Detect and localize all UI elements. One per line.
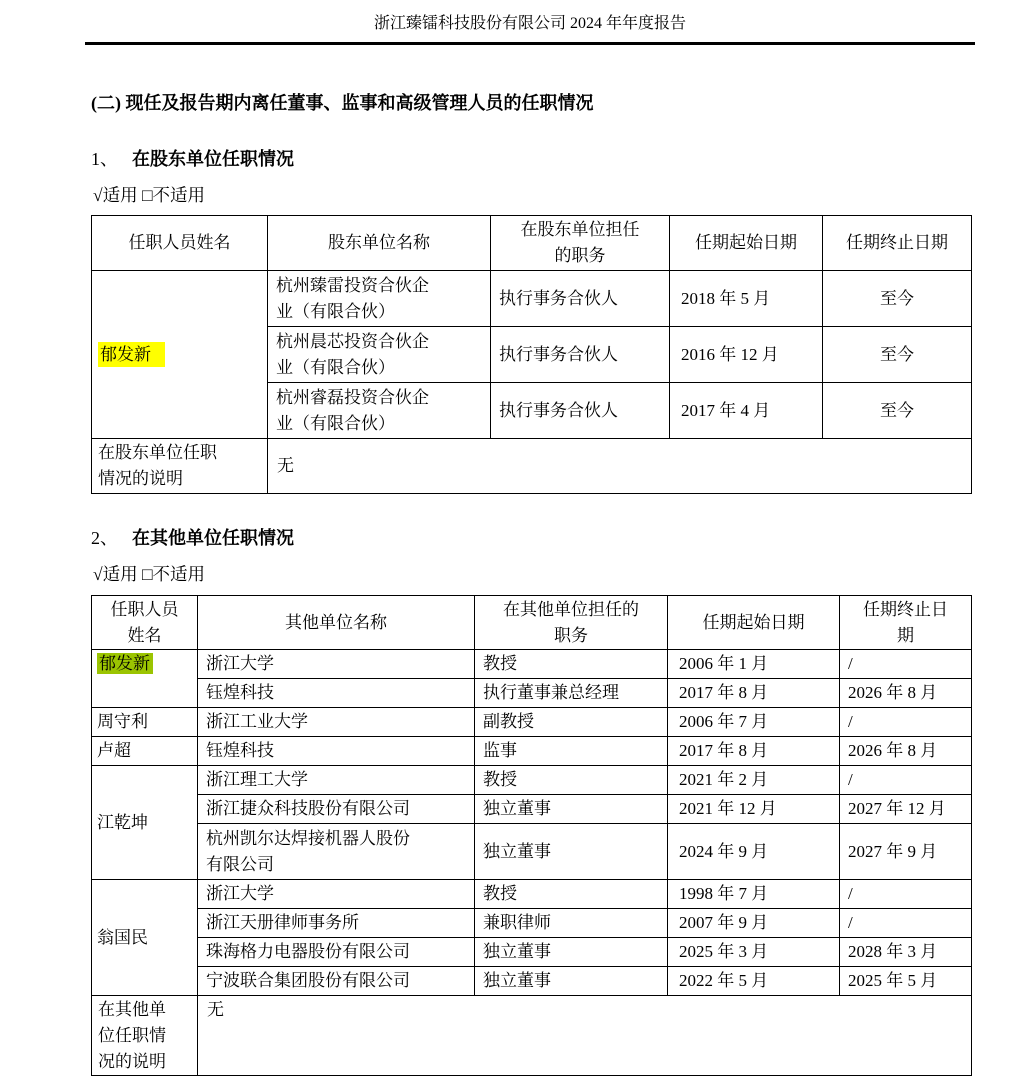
header-rule xyxy=(85,42,975,45)
table-row xyxy=(92,909,972,938)
cell-company: 浙江大学 xyxy=(198,880,475,909)
col-header-position: 在股东单位担任的职务 xyxy=(491,216,670,271)
cell-start-date: 2007 年 9 月 xyxy=(668,909,840,938)
cell-position: 执行事务合伙人 xyxy=(491,271,670,327)
subsection2-heading xyxy=(91,526,1033,550)
cell-position: 兼职律师 xyxy=(475,909,668,938)
cell-person-name: 翁国民 xyxy=(92,880,198,996)
subsection1-title: 在股东单位任职情况 xyxy=(132,149,294,169)
cell-position: 独立董事 xyxy=(475,824,668,880)
table-row xyxy=(92,766,972,795)
col-header-start-date: 任期起始日期 xyxy=(670,216,823,271)
cell-end-date: 2025 年 5 月 xyxy=(840,967,972,996)
cell-position: 执行事务合伙人 xyxy=(491,383,670,439)
cell-end-date: 至今 xyxy=(823,383,972,439)
cell-person-name: 江乾坤 xyxy=(92,766,198,880)
cell-company: 宁波联合集团股份有限公司 xyxy=(198,967,475,996)
table-row xyxy=(92,271,972,327)
cell-start-date: 2022 年 5 月 xyxy=(668,967,840,996)
col-header-company: 股东单位名称 xyxy=(268,216,491,271)
cell-start-date: 2017 年 8 月 xyxy=(668,737,840,766)
cell-person-name: 卢超 xyxy=(92,737,198,766)
col-header-person: 任职人员姓名 xyxy=(92,596,198,650)
cell-company: 珠海格力电器股份有限公司 xyxy=(198,938,475,967)
cell-position: 监事 xyxy=(475,737,668,766)
cell-company: 杭州睿磊投资合伙企业（有限合伙） xyxy=(268,383,491,439)
cell-start-date: 2021 年 12 月 xyxy=(668,795,840,824)
cell-start-date: 2016 年 12 月 xyxy=(670,327,823,383)
applicability-line-2: √适用 □不适用 xyxy=(93,564,206,584)
cell-company: 杭州晨芯投资合伙企业（有限合伙） xyxy=(268,327,491,383)
cell-end-date: 至今 xyxy=(823,271,972,327)
cell-end-date: 2026 年 8 月 xyxy=(840,737,972,766)
table-header-row xyxy=(92,216,972,271)
cell-company: 钰煌科技 xyxy=(198,737,475,766)
note-label: 在股东单位任职情况的说明 xyxy=(92,439,268,494)
cell-end-date: 至今 xyxy=(823,327,972,383)
shareholder-positions-table xyxy=(91,215,972,494)
cell-position: 独立董事 xyxy=(475,967,668,996)
cell-end-date: / xyxy=(840,650,972,679)
col-header-end-date: 任期终止日期 xyxy=(823,216,972,271)
cell-start-date: 2006 年 1 月 xyxy=(668,650,840,679)
note-value: 无 xyxy=(268,439,972,494)
note-label: 在其他单位任职情况的说明 xyxy=(92,996,198,1076)
cell-position: 独立董事 xyxy=(475,938,668,967)
table-row xyxy=(92,795,972,824)
table-note-row xyxy=(92,439,972,494)
cell-position: 执行事务合伙人 xyxy=(491,327,670,383)
cell-position: 教授 xyxy=(475,650,668,679)
other-positions-table xyxy=(91,595,972,1076)
cell-start-date: 2018 年 5 月 xyxy=(670,271,823,327)
table-row xyxy=(92,650,972,679)
table-header-row xyxy=(92,596,972,650)
cell-end-date: / xyxy=(840,708,972,737)
applicability-line-1: √适用 □不适用 xyxy=(93,185,206,205)
cell-company: 浙江工业大学 xyxy=(198,708,475,737)
cell-company: 浙江天册律师事务所 xyxy=(198,909,475,938)
cell-position: 执行董事兼总经理 xyxy=(475,679,668,708)
cell-person-name: 周守利 xyxy=(92,708,198,737)
cell-person-name xyxy=(92,650,198,708)
cell-person-name xyxy=(92,271,268,439)
col-header-start-date: 任期起始日期 xyxy=(668,596,840,650)
cell-end-date: / xyxy=(840,766,972,795)
table-row xyxy=(92,737,972,766)
cell-position: 教授 xyxy=(475,766,668,795)
cell-end-date: / xyxy=(840,880,972,909)
table-row xyxy=(92,880,972,909)
section-heading: (二) 现任及报告期内离任董事、监事和高级管理人员的任职情况 xyxy=(91,93,594,113)
subsection2-title: 在其他单位任职情况 xyxy=(132,528,294,548)
document-header-title: 浙江臻镭科技股份有限公司 2024 年年度报告 xyxy=(373,15,686,32)
col-header-position: 在其他单位担任的职务 xyxy=(475,596,668,650)
table-row xyxy=(92,708,972,737)
note-value: 无 xyxy=(198,996,972,1076)
col-header-person: 任职人员姓名 xyxy=(92,216,268,271)
cell-company: 浙江捷众科技股份有限公司 xyxy=(198,795,475,824)
cell-start-date: 2017 年 8 月 xyxy=(668,679,840,708)
cell-end-date: 2026 年 8 月 xyxy=(840,679,972,708)
cell-company: 钰煌科技 xyxy=(198,679,475,708)
table-row xyxy=(92,679,972,708)
cell-company: 浙江理工大学 xyxy=(198,766,475,795)
cell-end-date: 2028 年 3 月 xyxy=(840,938,972,967)
subsection1-heading xyxy=(91,147,1033,171)
col-header-end-date: 任期终止日期 xyxy=(840,596,972,650)
subsection2-number: 2、 xyxy=(91,528,118,548)
cell-end-date: 2027 年 9 月 xyxy=(840,824,972,880)
table-note-row xyxy=(92,996,972,1076)
cell-position: 独立董事 xyxy=(475,795,668,824)
cell-company: 杭州臻雷投资合伙企业（有限合伙） xyxy=(268,271,491,327)
cell-start-date: 2006 年 7 月 xyxy=(668,708,840,737)
cell-start-date: 2021 年 2 月 xyxy=(668,766,840,795)
table-row xyxy=(92,967,972,996)
table-row xyxy=(92,824,972,880)
cell-company: 浙江大学 xyxy=(198,650,475,679)
cell-end-date: 2027 年 12 月 xyxy=(840,795,972,824)
cell-start-date: 2017 年 4 月 xyxy=(670,383,823,439)
cell-start-date: 1998 年 7 月 xyxy=(668,880,840,909)
table-row xyxy=(92,938,972,967)
cell-end-date: / xyxy=(840,909,972,938)
cell-position: 副教授 xyxy=(475,708,668,737)
cell-company: 杭州凯尔达焊接机器人股份有限公司 xyxy=(198,824,475,880)
cell-start-date: 2025 年 3 月 xyxy=(668,938,840,967)
cell-start-date: 2024 年 9 月 xyxy=(668,824,840,880)
cell-position: 教授 xyxy=(475,880,668,909)
col-header-company: 其他单位名称 xyxy=(198,596,475,650)
subsection1-number: 1、 xyxy=(91,149,118,169)
highlighted-name: 郁发新 xyxy=(97,653,153,674)
highlighted-name: 郁发新 xyxy=(98,342,165,367)
